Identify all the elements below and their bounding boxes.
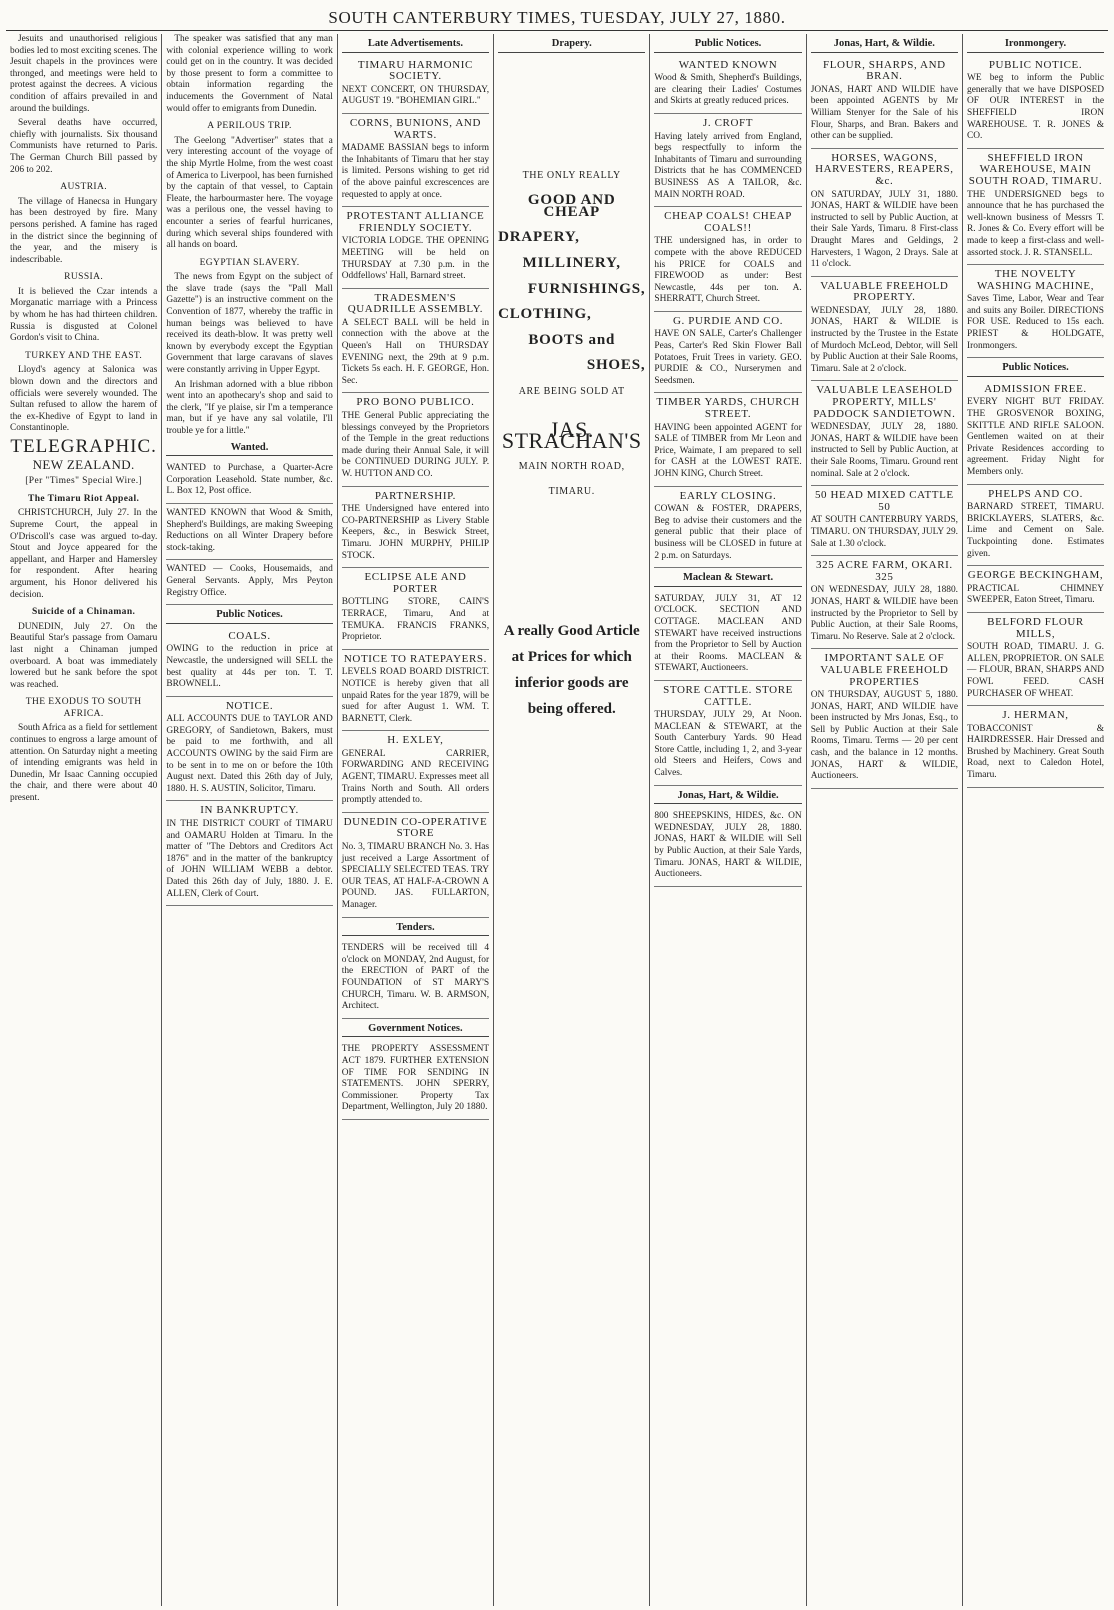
ad-title: PHELPS AND CO. — [988, 487, 1083, 500]
ad-body: TENDERS will be received till 4 o'clock on MONDAY, 2nd August, for the ERECTION of PART of the FOUNDATION of ST MARY'S CHURCH, Timaru. W. B. ARMSON, Architect. — [341, 943, 490, 1012]
auction-ad — [811, 556, 958, 649]
public-notices-heading: Public Notices. — [166, 609, 332, 624]
public-notices-heading: Public Notices. — [967, 362, 1104, 377]
section-heading: THE EXODUS TO SOUTH AFRICA. — [25, 697, 142, 719]
notice-ad — [166, 801, 332, 906]
auction-ad — [811, 56, 958, 149]
ad-title: TIMARU HARMONIC SOCIETY. — [357, 58, 473, 83]
article-para: The village of Hanecsa in Hungary has been destroyed by fire. Many persons perished. A famine has raged in the district since the beginning of the year, and the misery is indescribable. — [10, 196, 158, 265]
notice-ad — [166, 627, 332, 697]
ad-body: LEVELS ROAD BOARD DISTRICT. NOTICE is hereby given that all unpaid Rates for the year 1879, will be sued for after August 1. WM. T. BARNETT, Clerk. — [341, 667, 490, 724]
ad-line: TIMARU. — [548, 486, 595, 498]
auction-ad — [811, 649, 958, 789]
article-para: Lloyd's agency at Salonica was blown down and the directors and officials were severely wounded. The Sultan refused to allow the harem of the ex-Khedive of Egypt to land in Constantinople. — [10, 365, 158, 434]
ad-body: EVERY NIGHT BUT FRIDAY. THE GROSVENOR BOXING, SKITTLE AND RIFLE SALOON. Gentlemen waited on at their Private Residences according to agreement. Friday Night for Members only. — [967, 397, 1105, 477]
ad-body: THURSDAY, JULY 29, At Noon. MACLEAN & STEWART, at the South Canterbury Yards. 90 Head Store Cattle, including 1, 2, and 3-year old Steers and Heifers, Cows and Calves. — [654, 710, 802, 779]
ad-title: FLOUR, SHARPS, AND BRAN. — [823, 58, 946, 83]
ad-line: CLOTHING, — [498, 306, 592, 323]
ad-body: THE UNDERSIGNED begs to announce that he has purchased the well-known business of Messrs T. R. Jones & Co. Every effort will be made to keep a first-class and well-assorted stock. J. R. STANSELL. — [967, 189, 1105, 258]
ad-title: PUBLIC NOTICE. — [988, 58, 1083, 71]
maclean-heading: Maclean & Stewart. — [654, 572, 801, 587]
ad-title: VALUABLE LEASEHOLD PROPERTY, MILLS' PADDOCK SANDIETOWN. — [813, 384, 956, 420]
column-5 — [650, 34, 806, 1606]
column-4 — [494, 34, 650, 1606]
ad-body: NEXT CONCERT, ON THURSDAY, AUGUST 19. "BOHEMIAN GIRL." — [341, 84, 490, 107]
ad-line: FURNISHINGS, — [527, 280, 646, 297]
ad-body: THE PROPERTY ASSESSMENT ACT 1879. FURTHER EXTENSION OF TIME FOR SENDING IN STATEMENTS. JOHN SPERRY, Commissioner. Property Tax Department, Wellington, July 20 1880. — [341, 1044, 490, 1113]
ad-title: BELFORD FLOUR MILLS, — [987, 615, 1084, 640]
tenders-heading: Tenders. — [342, 922, 489, 937]
section-heading: EGYPTIAN SLAVERY. — [199, 257, 300, 268]
masthead: SOUTH CANTERBURY TIMES, TUESDAY, JULY 27, 1880. — [6, 0, 1108, 31]
ad-line: THE ONLY REALLY — [522, 169, 621, 181]
notice-ad — [967, 149, 1104, 265]
notice-ad — [967, 706, 1104, 788]
notice-ad — [967, 56, 1104, 149]
section-heading: AUSTRIA. — [60, 182, 108, 193]
article-para: South Africa as a field for settlement continues to engross a large amount of attention. On Saturday night a meeting of intending emigrants was held in Dunedin, Mr Isaac Canning occupied the chair, and there were about 40 present. — [10, 723, 158, 804]
special-wire-note: [Per "Times" Special Wire.] — [25, 476, 143, 487]
ad-body: Having lately arrived from England, begs respectfully to inform the Inhabitants of Timaru and surrounding Districts that he has COMMENCED BUSINESS AS A TAILOR, &c. MAIN NORTH ROAD. — [654, 131, 802, 200]
ad-body: THE General Public appreciating the blessings conveyed by the Proprietors of the Temple in the great reductions made during their Annual Sale, it will be CONTINUED DURING JULY. P. W. HUTTON AND CO. — [341, 411, 490, 479]
advertisement — [654, 393, 801, 486]
ironmongery-heading: Ironmongery. — [967, 38, 1104, 53]
advertisement — [654, 56, 801, 114]
ad-list — [342, 56, 489, 918]
section-heading: The Timaru Riot Appeal. — [28, 493, 140, 504]
advertisement — [342, 56, 489, 114]
notice-ad — [967, 380, 1104, 485]
ad-title: J. CROFT — [703, 116, 754, 129]
ad-body: WANTED — Cooks, Housemaids, and General Servants. Apply, Mrs Peyton Registry Office. — [166, 564, 333, 598]
article-para: Jesuits and unauthorised religious bodies led to most exciting scenes. The Jesuit chapels in the provinces were thronged, and meetings were held to protest against the decrees. A vicious condition of affairs prevailed in and around the buildings. — [10, 34, 158, 114]
ad-body: No. 3, TIMARU BRANCH No. 3. Has just received a Large Assortment of SPECIALLY SELECTED TEAS. TRY OUR TEAS, AT HALF-A-CROWN A POUND. JAS. FULLARTON, Manager. — [341, 842, 490, 910]
ad-title: IMPORTANT SALE OF VALUABLE FREEHOLD PROPERTIES — [820, 652, 949, 688]
ad-line: MILLINERY, — [522, 254, 621, 271]
ad-title: G. PURDIE AND CO. — [672, 314, 784, 327]
ad-body: ON SATURDAY, JULY 31, 1880. JONAS, HART & WILDIE have been instructed to sell by Public Auction, at their Sale Yards, Timaru. 8 First-class Draught Mares and Geldings, 2 Harvesters, 1 Wagon, 2 Drays. Sale at 11 o'clock. — [810, 189, 959, 270]
ad-title: PROTESTANT ALLIANCE FRIENDLY SOCIETY. — [346, 210, 485, 234]
ad-title: CORNS, BUNIONS, AND WARTS. — [349, 116, 482, 141]
ad-body: THE undersigned has, in order to compete with the above REDUCED his PRICE for COALS and FIREWOOD as under: Best Newcastle, 44s per ton. A. SHERRATT, Church Street. — [654, 236, 802, 305]
ad-title: IN BANKRUPTCY. — [200, 804, 299, 817]
wanted-heading: Wanted. — [166, 442, 332, 457]
ad-body: ON WEDNESDAY, JULY 28, 1880. JONAS, HART & WILDIE have been instructed by the Proprietor to Sell by Public Auction, at their Sale Rooms, Timaru. No Reserve. Sale at 2 o'clock. — [810, 585, 959, 642]
ad-title: NOTICE. — [225, 699, 274, 712]
ad-title: 50 HEAD MIXED CATTLE 50 — [814, 489, 954, 513]
notice-ad — [967, 613, 1104, 706]
ad-body: THE Undersigned have entered into CO-PARTNERSHIP as Livery Stable Keepers, &c., in Beswick Street, Timaru. JOHN MURPHY, PHILIP STOCK. — [341, 504, 490, 561]
advertisement — [654, 207, 801, 312]
section-heading: Suicide of a Chinaman. — [32, 607, 136, 618]
ad-body: Saves Time, Labor, Wear and Tear and suits any Boiler. DIRECTIONS FOR USE. Reduced to 15s each. PRIEST & HOLDGATE, Ironmongers. — [967, 294, 1105, 351]
government-notices-heading: Government Notices. — [342, 1023, 489, 1038]
ad-title: TRADESMEN'S QUADRILLE ASSEMBLY. — [347, 291, 484, 316]
notice-ad — [967, 566, 1104, 613]
column-7 — [963, 34, 1108, 1606]
wanted-ad — [166, 504, 332, 560]
article-para: Several deaths have occurred, chiefly with journalists. Six thousand Communists have returned to Paris. The German Church Bill passed by 206 to 202. — [10, 118, 158, 175]
ad-body: ON THURSDAY, AUGUST 5, 1880. JONAS, HART, AND WILDIE have been instructed by Mrs Jonas, Esq., to Sell by Public Auction at their Sale Rooms, Timaru. Terms — 20 per cent cash, and the balance in 12 months. JONAS, HART & WILDIE, Auctioneers. — [810, 690, 959, 782]
ad-body: BOTTLING STORE, CAIN'S TERRACE, Timaru, And at TEMUKA. FRANCIS FRANKS, Proprietor. — [341, 597, 490, 643]
jhw-heading: Jonas, Hart, & Wildie. — [654, 790, 801, 805]
ad-title: THE NOVELTY WASHING MACHINE, — [976, 268, 1095, 292]
ad-title: STORE CATTLE. STORE CATTLE. — [663, 683, 793, 708]
section-heading: TURKEY AND THE EAST. — [25, 350, 143, 361]
ad-body: 800 SHEEPSKINS, HIDES, &c. ON WEDNESDAY, JULY 28, 1880. JONAS, HART & WILDIE will Sell by Public Auction, at their Sale Yards, Timaru. JONAS, HART & WILDIE, Auctioneers. — [654, 811, 802, 880]
notice-ad — [967, 265, 1104, 358]
ad-body: TOBACCONIST & HAIRDRESSER. Hair Dressed and Brushed by Machinery. Great South Road, next to Caledon Hotel, Timaru. — [967, 723, 1105, 781]
ad-line: SHOES, — [586, 357, 646, 374]
ad-title: VALUABLE FREEHOLD PROPERTY. — [820, 279, 949, 304]
auction-ad — [654, 681, 801, 786]
ad-line: BOOTS and — [528, 331, 616, 348]
ad-title: GEORGE BECKINGHAM, — [967, 569, 1104, 582]
ad-title: EARLY CLOSING. — [679, 489, 777, 502]
ad-line: ARE BEING SOLD AT — [518, 385, 625, 397]
auction-ad — [654, 807, 801, 887]
government-ad — [342, 1040, 489, 1120]
advertisement — [342, 393, 489, 486]
ad-body: HAVE ON SALE, Carter's Challenger Peas, Carter's Red Skin Flower Ball Potatoes, Fruit Trees in variety. GEO. PURDIE & CO., Nurserymen and Seedsmen. — [654, 329, 802, 386]
article-para: It is believed the Czar intends a Morganatic marriage with a Princess by whom he has had thirteen children. Russia is disgusted at Colonel Gordon's visit to China. — [10, 286, 158, 344]
advertisement — [654, 114, 801, 207]
column-1 — [6, 34, 162, 1606]
ad-body: BARNARD STREET, TIMARU. BRICKLAYERS, SLATERS, &c. Lime and Cement on Sale. Tuckpointing done. Estimates given. — [967, 502, 1105, 559]
advertisement — [654, 312, 801, 394]
ad-title: ADMISSION FREE. — [984, 382, 1087, 395]
ad-body: SOUTH ROAD, TIMARU. J. G. ALLEN, PROPRIETOR. ON SALE — FLOUR, BRAN, SHARPS AND FOWL FEED. CASH PURCHASER OF WHEAT. — [967, 642, 1105, 699]
column-6 — [807, 34, 963, 1606]
advertisement — [342, 114, 489, 207]
column-2 — [162, 34, 337, 1606]
ad-body: HAVING been appointed AGENT for SALE of TIMBER from Mr Leon and Price, Waimate, I am prepared to sell for CASH at the LOWEST RATE. JOHN KING, Church Street. — [654, 422, 802, 479]
ad-title: 325 ACRE FARM, OKARI. 325 — [815, 559, 953, 583]
article-para: DUNEDIN, July 27. On the Beautiful Star's passage from Oamaru last night a Chinaman jumped overboard. A boat was immediately lowered but he sank before the spot was reached. — [10, 621, 158, 690]
ad-title: COALS. — [228, 629, 271, 642]
ad-line: GOOD AND CHEAP — [527, 192, 616, 220]
advertisement — [654, 487, 801, 569]
ad-title: J. HERMAN, — [1002, 709, 1069, 722]
strachan-name: JAS. STRACHAN'S — [501, 416, 642, 454]
late-advertisements-heading: Late Advertisements. — [342, 38, 489, 53]
strachan-ad — [498, 56, 645, 722]
ad-body: ALL ACCOUNTS DUE to TAYLOR AND GREGORY, of Sandietown, Bakers, must be paid to me forthwith, and all ACCOUNTS OWING by the said Firm are to be sent in to me on or before the 10th August next. Dated this 26th day of July, 1880. H. S. AUSTIN, Solicitor, Timaru. — [166, 714, 333, 794]
article-para: The Geelong "Advertiser" states that a very interesting account of the voyage of the ship Myrtle Holme, from the west coast of America to Liverpool, has been furnished by the captain of that vessel, to Captain Fleate, the harbourmaster here. The voyage was a perilous one, the vessel having to encounter a series of fearful hurricanes, during which several ships foundered with all hands on board. — [166, 135, 333, 251]
wanted-ad — [166, 459, 332, 504]
section-heading: A PERILOUS TRIP. — [207, 121, 292, 132]
public-notices-heading: Public Notices. — [654, 38, 801, 53]
ad-body: WEDNESDAY, JULY 28, 1880. JONAS, HART & WILDIE is instructed by the Trustee in the Estate of Murdoch McLeod, Debtor, will Sell by Public Auction at their Sale Rooms, Timaru. Sale at 2 o'clock. — [810, 305, 959, 374]
ad-body: WEDNESDAY, JULY 28, 1880. JONAS, HART & WILDIE have been instructed to Sell by Public Auction, at their Sale Rooms, Timaru. Ground rent nominal. Sale at 2 o'clock. — [810, 422, 959, 479]
article-para: The news from Egypt on the subject of the slave trade (says the "Pall Mall Gazette") is an instructive comment on the Convention of 1877, whereby the traffic in human beings was believed to have received its death-blow. It was pretty well known by everybody except the Egyptian Government that large caravans of slaves were constantly arriving in Upper Egypt. — [166, 272, 333, 376]
ad-body: IN THE DISTRICT COURT of TIMARU and OAMARU Holden at Timaru. In the matter of "The Debtors and Creditors Act 1876" and in the matter of the bankruptcy of JOHN WILLIAM WEBB a debtor. Dated this 26th day of July, 1880. J. E. ALLEN, Clerk of Court. — [166, 819, 333, 899]
ad-body: JONAS, HART AND WILDIE have been appointed AGENTS by Mr William Stenyer for the Sale of his Flour, Sharps, and Bran. Bakers and other can be supplied. — [810, 84, 959, 142]
auction-ad — [654, 590, 801, 681]
columns — [6, 34, 1108, 1606]
advertisement — [342, 207, 489, 289]
auction-ad — [811, 381, 958, 486]
ad-title: CHEAP COALS! CHEAP COALS!! — [664, 210, 792, 234]
ad-title: WANTED KNOWN — [678, 58, 778, 71]
ad-tagline: A really Good Article at Prices for which inferior goods are being offered. — [503, 622, 640, 717]
article-para: The speaker was satisfied that any man with colonial experience willing to work could get on in the country. It was decided by those present to form a committee to obtain information regarding the inducements the Government of Natal would offer to emigrants from Dunedin. — [166, 34, 333, 114]
ad-body: MADAME BASSIAN begs to inform the Inhabitants of Timaru that her stay is limited. Persons wishing to get rid of the above painful excrescences are requested to apply at once. — [341, 143, 490, 200]
ad-body: WANTED to Purchase, a Quarter-Acre Corporation Leasehold. State number, &c. L. Box 12, Post office. — [166, 463, 333, 497]
article-para: An Irishman adorned with a blue ribbon went into an apothecary's shop and said to the clerk, "If ye plaise, sir I'm a temperance man, but if ye have any sal volatile, I'll trouble ye for a little." — [166, 379, 333, 436]
ad-title: SHEFFIELD IRON WAREHOUSE, MAIN SOUTH ROAD, TIMARU. — [968, 151, 1103, 187]
notice-ad — [967, 485, 1104, 567]
ad-title: NOTICE TO RATEPAYERS. — [343, 652, 487, 665]
ad-title: TIMBER YARDS, CHURCH STREET. — [656, 396, 800, 421]
wanted-ad — [166, 560, 332, 605]
ad-body: PRACTICAL CHIMNEY SWEEPER, Eaton Street, Timaru. — [967, 583, 1105, 606]
advertisement — [342, 813, 489, 918]
ad-title: HORSES, WAGONS, HARVESTERS, REAPERS, &c. — [815, 151, 954, 187]
ad-title: PARTNERSHIP. — [374, 489, 456, 502]
ad-body: A SELECT BALL will be held in connection with the above at the Queen's Hall on THURSDAY EVENING next, the 29th at 9 p.m. Tickets 5s each. H. F. GEORGE, Hon. Sec. — [341, 317, 490, 386]
ad-line: DRAPERY, — [498, 229, 580, 246]
auction-ad — [811, 486, 958, 556]
ad-body: WE beg to inform the Public generally that we have DISPOSED OF OUR INTEREST in the SHEFFIELD IRON WAREHOUSE. T. R. JONES & CO. — [967, 73, 1105, 142]
ad-body: AT SOUTH CANTERBURY YARDS, TIMARU. ON THURSDAY, JULY 29. Sale at 1.30 o'clock. — [810, 515, 959, 549]
new-zealand-heading: NEW ZEALAND. — [32, 456, 135, 472]
tender-ad — [342, 939, 489, 1019]
advertisement — [342, 731, 489, 813]
advertisement — [342, 650, 489, 732]
section-heading: RUSSIA. — [64, 272, 104, 283]
column-3 — [338, 34, 494, 1606]
auction-ad — [811, 277, 958, 382]
ad-title: PRO BONO PUBLICO. — [356, 396, 475, 409]
auction-ad — [811, 149, 958, 277]
ad-line: MAIN NORTH ROAD, — [518, 460, 625, 472]
article-para: CHRISTCHURCH, July 27. In the Supreme Court, the appeal in O'Driscoll's case was argued to-day. Stout and Joyce appeared for the appellant, and Harper and Hamersley for respondent. After hearing argument, his Honor delivered his decision. — [10, 508, 158, 600]
ad-body: VICTORIA LODGE. THE OPENING MEETING will be held on THURSDAY at 7.30 p.m. in the Oddfellows' Hall, Barnard street. — [341, 236, 490, 282]
ad-title: H. EXLEY, — [387, 734, 444, 747]
ad-body: SATURDAY, JULY 31, AT 12 O'CLOCK. SECTION AND COTTAGE. MACLEAN AND STEWART have received instructions from the Proprietor to Sell by Auction at their Rooms. MACLEAN & STEWART, Auctioneers. — [654, 593, 802, 674]
advertisement — [342, 568, 489, 650]
advertisement — [342, 289, 489, 394]
ad-body: WANTED KNOWN that Wood & Smith, Shepherd's Buildings, are making Sweeping Reductions on all Winter Drapery before stock-taking. — [166, 507, 333, 553]
ad-body: OWING to the reduction in price at Newcastle, the undersigned will SELL the best quality at 44s per ton. T. T. BROWNELL. — [166, 644, 333, 690]
jhw-heading: Jonas, Hart, & Wildie. — [811, 38, 958, 53]
notice-ad — [166, 697, 332, 802]
ad-list — [654, 56, 801, 569]
ad-title: ECLIPSE ALE AND PORTER — [364, 571, 467, 595]
telegraphic-heading: TELEGRAPHIC. — [10, 436, 157, 457]
ad-title: DUNEDIN CO-OPERATIVE STORE — [343, 815, 488, 840]
ad-body: GENERAL CARRIER, FORWARDING AND RECEIVING AGENT, TIMARU. Expresses meet all Trains North and South. All orders promptly attended to. — [341, 748, 490, 806]
advertisement — [342, 487, 489, 569]
ad-body: Wood & Smith, Shepherd's Buildings, are clearing their Ladies' Costumes and Skirts at greatly reduced prices. — [654, 73, 802, 107]
drapery-heading: Drapery. — [498, 38, 645, 53]
ad-body: COWAN & FOSTER, DRAPERS, Beg to advise their customers and the general public that their place of business will be CLOSED in future at 2 p.m. on Saturdays. — [654, 504, 802, 561]
